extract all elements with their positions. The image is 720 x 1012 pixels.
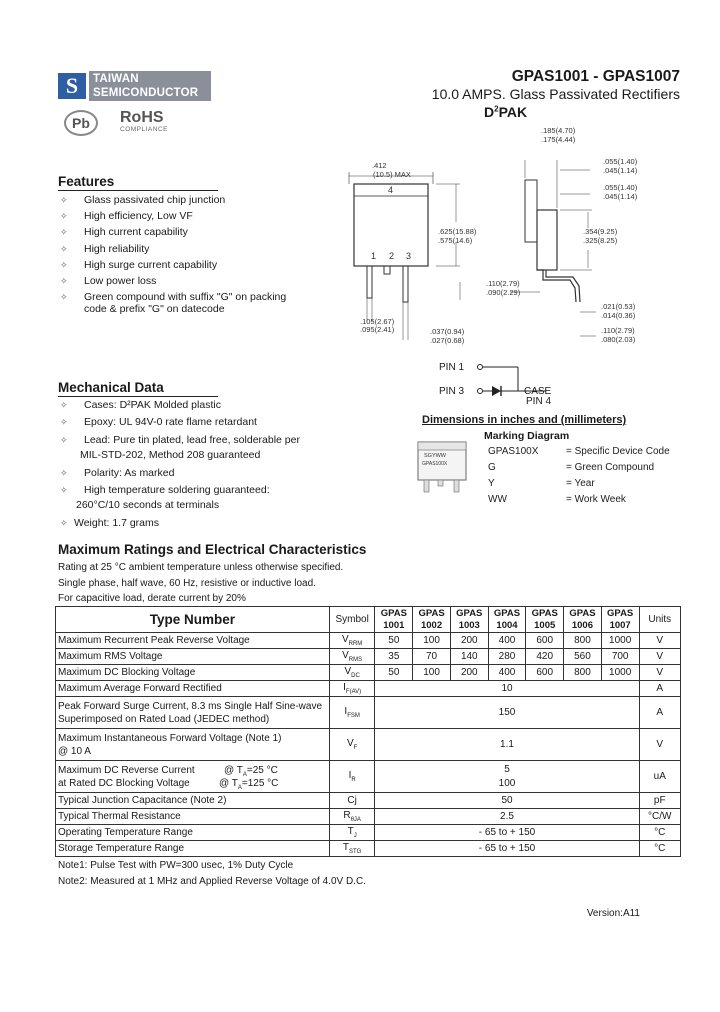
list-item: ✧ Glass passivated chip junction — [58, 192, 358, 208]
rohs-label: RoHS — [120, 109, 164, 126]
value-cell: 400 — [488, 665, 526, 681]
list-item: ✧ High current capability — [58, 224, 358, 240]
value-cell: 420 — [526, 649, 564, 665]
part-prefix: GPAS — [380, 607, 407, 619]
ratings-intro-line: For capacitive load, derate current by 20% — [58, 593, 246, 604]
param-cell: Storage Temperature Range — [56, 841, 330, 857]
symbol-main: R — [343, 810, 351, 821]
marking-desc: = Specific Device Code — [566, 446, 670, 457]
dim-lead-max: .037(0.94) — [430, 327, 465, 336]
table-row — [56, 649, 681, 665]
case-label: CASE — [524, 386, 552, 397]
rohs-compliance-label: COMPLIANCE — [120, 126, 168, 133]
tab-number: 4 — [388, 185, 394, 195]
col-part — [601, 607, 639, 633]
part-prefix: GPAS — [607, 607, 634, 619]
dim-foot-max: .110(2.79) — [486, 279, 520, 288]
symbol-main: V — [342, 650, 349, 661]
note-line: Note1: Pulse Test with PW=300 usec, 1% Duty Cycle — [58, 860, 294, 871]
param-line — [58, 777, 327, 790]
part-number: 1006 — [571, 619, 593, 631]
condition-text — [219, 777, 278, 795]
value-line: 5 — [504, 763, 510, 775]
part-number: 1002 — [420, 619, 443, 631]
value-cell: 280 — [488, 649, 526, 665]
ratings-table — [55, 606, 681, 857]
part-number: 1004 — [496, 619, 518, 631]
symbol-cell — [329, 761, 375, 793]
dim-leadthick-max: .021(0.53) — [601, 302, 636, 311]
package-name — [484, 104, 527, 120]
value-cell: 70 — [413, 649, 451, 665]
cond-sub: A — [242, 771, 247, 778]
param-cell: Maximum RMS Voltage — [56, 649, 330, 665]
value-cell: 1000 — [601, 633, 639, 649]
unit-cell: °C — [639, 825, 680, 841]
unit-cell: V — [639, 665, 680, 681]
marking-code: G — [488, 462, 496, 473]
company-logo: S — [58, 73, 86, 99]
param-line: Peak Forward Surge Current, 8.3 ms Single Half Sine-wave — [58, 700, 323, 712]
dim-leadthick-min: .014(0.36) — [601, 311, 636, 320]
value-cell: 100 — [413, 633, 451, 649]
pin-number-3: 3 — [406, 251, 412, 261]
chip-mark-line1: SGYWW — [424, 453, 446, 459]
notes — [58, 858, 366, 890]
symbol-sub: DC — [351, 673, 360, 679]
page-title: GPAS1001 - GPAS1007 — [511, 68, 680, 85]
value-cell: - 65 to + 150 — [375, 825, 639, 841]
symbol-cell — [329, 729, 375, 761]
marking-desc: = Green Compound — [566, 462, 655, 473]
unit-cell: °C/W — [639, 809, 680, 825]
col-symbol: Symbol — [329, 607, 375, 633]
symbol-cell: Cj — [329, 793, 375, 809]
part-prefix: GPAS — [531, 607, 558, 619]
table-row — [56, 809, 681, 825]
unit-cell: A — [639, 697, 680, 729]
marking-code: WW — [488, 494, 507, 505]
table-row — [56, 761, 681, 793]
part-number: 1001 — [383, 619, 405, 631]
list-item: ✧ Weight: 1.7 grams — [58, 516, 358, 531]
col-part — [413, 607, 451, 633]
dim-height-max: .625(15.88) — [438, 227, 477, 236]
param-cell: Maximum DC Blocking Voltage — [56, 665, 330, 681]
param-cell: Maximum Recurrent Peak Reverse Voltage — [56, 633, 330, 649]
value-cell: 200 — [450, 665, 488, 681]
mechanical-list — [58, 398, 358, 531]
package-suffix: PAK — [498, 104, 528, 120]
list-item: ✧ High reliability — [58, 241, 358, 257]
value-cell: 600 — [526, 633, 564, 649]
value-cell: 10 — [375, 681, 639, 697]
table-row — [56, 681, 681, 697]
symbol-cell — [329, 825, 375, 841]
cond-main: @ T — [224, 764, 243, 776]
unit-cell: pF — [639, 793, 680, 809]
value-cell: 600 — [526, 665, 564, 681]
value-cell: 200 — [450, 633, 488, 649]
list-item-continued: 260°C/10 seconds at terminals — [76, 499, 220, 512]
part-number: 1003 — [458, 619, 480, 631]
dim-width-mm: (10.5) MAX — [373, 170, 411, 179]
part-prefix: GPAS — [569, 607, 596, 619]
table-row — [56, 825, 681, 841]
value-cell: 1.1 — [375, 729, 639, 761]
part-prefix: GPAS — [456, 607, 483, 619]
list-item: ✧ High temperature soldering guaranteed: — [58, 483, 358, 498]
col-part — [488, 607, 526, 633]
col-part — [375, 607, 413, 633]
pin1-label: PIN 1 — [439, 362, 465, 373]
list-item-continued: MIL-STD-202, Method 208 guaranteed — [80, 449, 261, 462]
list-item: ✧ Low power loss — [58, 273, 358, 289]
cond-tail: =125 °C — [241, 777, 279, 789]
mechanical-heading: Mechanical Data — [58, 380, 164, 395]
symbol-sub: J — [353, 833, 357, 839]
features-list — [58, 192, 358, 318]
symbol-main: I — [348, 770, 352, 781]
symbol-sub: RRM — [348, 641, 363, 647]
list-item: ✧ Lead: Pure tin plated, lead free, solderable per — [58, 433, 358, 448]
col-units: Units — [639, 607, 680, 633]
package-prefix: D — [484, 104, 495, 120]
ratings-intro-line: Single phase, half wave, 60 Hz, resistive or inductive load. — [58, 577, 316, 589]
symbol-main: V — [346, 738, 354, 749]
features-underline — [58, 190, 218, 191]
version-label: Version:A11 — [586, 908, 640, 919]
dimensions-caption: Dimensions in inches and (millimeters) — [422, 414, 627, 426]
cond-main: @ T — [219, 777, 238, 789]
list-item-continued: code & prefix "G" on datecode — [84, 303, 225, 316]
part-number: 1005 — [534, 619, 556, 631]
symbol-sub: RMS — [348, 657, 363, 663]
company-name-line2: SEMICONDUCTOR — [93, 87, 199, 99]
param-text: at Rated DC Blocking Voltage — [58, 777, 190, 789]
symbol-cell — [329, 809, 375, 825]
dim-tab-min: .045(1.14) — [603, 166, 638, 175]
mechanical-underline — [58, 396, 218, 397]
table-header-row — [56, 607, 681, 633]
part-prefix: GPAS — [418, 607, 445, 619]
value-cell: 700 — [601, 649, 639, 665]
dim-pitch-max: .105(2.67) — [360, 317, 395, 326]
symbol-sub: F(AV) — [345, 689, 362, 695]
dim-foot-min: .090(2.29) — [486, 288, 521, 297]
note-line: Note2: Measured at 1 MHz and Applied Reverse Voltage of 4.0V D.C. — [58, 876, 366, 887]
unit-cell: °C — [639, 841, 680, 857]
ratings-heading: Maximum Ratings and Electrical Characteristics — [58, 542, 367, 557]
company-name — [89, 71, 211, 101]
marking-chip-drawing — [414, 438, 470, 504]
marking-desc: = Work Week — [566, 494, 626, 505]
value-cell: 560 — [564, 649, 602, 665]
cond-sub: A — [237, 784, 242, 791]
symbol-cell — [329, 665, 375, 681]
page-subtitle: 10.0 AMPS. Glass Passivated Rectifiers — [431, 86, 680, 102]
pin-number-1: 1 — [371, 251, 377, 261]
value-cell: 35 — [375, 649, 413, 665]
dim-tab-max: .055(1.40) — [603, 157, 638, 166]
col-part — [564, 607, 602, 633]
ratings-intro — [58, 560, 343, 607]
value-cell: - 65 to + 150 — [375, 841, 639, 857]
dim-thick-min: .175(4.44) — [541, 135, 576, 144]
symbol-sub: R — [351, 777, 356, 783]
symbol-sub: FSM — [347, 713, 360, 719]
company-name-line1: TAIWAN — [93, 73, 139, 85]
symbol-cell — [329, 681, 375, 697]
param-cell — [56, 761, 330, 793]
list-item: ✧ Epoxy: UL 94V-0 rate flame retardant — [58, 415, 358, 430]
package-sup: 2 — [494, 104, 499, 114]
unit-cell: V — [639, 633, 680, 649]
param-line: Superimposed on Rated Load (JEDEC method) — [58, 713, 270, 725]
features-heading: Features — [58, 174, 115, 189]
ratings-intro-line: Rating at 25 °C ambient temperature unless otherwise specified. — [58, 562, 344, 573]
case-pin4-label: PIN 4 — [526, 396, 552, 407]
param-cell — [56, 729, 330, 761]
param-line: Maximum Instantaneous Forward Voltage (Note 1) — [58, 732, 282, 744]
dim-body-min: .325(8.25) — [583, 236, 618, 245]
unit-cell: V — [639, 649, 680, 665]
symbol-cell — [329, 697, 375, 729]
value-cell: 800 — [564, 633, 602, 649]
table-row — [56, 665, 681, 681]
symbol-cell — [329, 649, 375, 665]
param-cell: Typical Thermal Resistance — [56, 809, 330, 825]
table-row — [56, 729, 681, 761]
pin3-label: PIN 3 — [439, 386, 465, 397]
value-cell: 1000 — [601, 665, 639, 681]
pb-free-badge: Pb — [64, 110, 98, 136]
part-number: 1007 — [609, 619, 631, 631]
value-cell: 50 — [375, 665, 413, 681]
table-row — [56, 633, 681, 649]
list-item: ✧ Cases: D²PAK Molded plastic — [58, 398, 358, 413]
unit-cell: uA — [639, 761, 680, 793]
list-item: ✧ High efficiency, Low VF — [58, 208, 358, 224]
unit-cell: V — [639, 729, 680, 761]
param-text: Maximum DC Reverse Current — [58, 764, 195, 776]
part-prefix: GPAS — [493, 607, 521, 619]
value-cell — [375, 761, 639, 793]
marking-code: GPAS100X — [488, 446, 539, 457]
table-row — [56, 697, 681, 729]
dim-leadlen-min: .080(2.03) — [601, 335, 636, 344]
symbol-main: T — [342, 842, 350, 853]
col-type-number: Type Number — [56, 607, 330, 633]
list-item: ✧ Polarity: As marked — [58, 466, 358, 481]
value-cell: 2.5 — [375, 809, 639, 825]
symbol-cell — [329, 841, 375, 857]
param-line: @ 10 A — [58, 745, 91, 757]
list-item: ✧ High surge current capability — [58, 257, 358, 273]
pin-number-2: 2 — [389, 251, 395, 261]
symbol-sub: θJA — [350, 817, 361, 823]
param-line — [58, 764, 327, 777]
value-cell: 400 — [488, 633, 526, 649]
value-cell: 50 — [375, 793, 639, 809]
dim-tab2-min: .045(1.14) — [603, 192, 638, 201]
symbol-sub: F — [353, 745, 358, 751]
dim-pitch-min: .095(2.41) — [360, 325, 395, 334]
param-cell — [56, 697, 330, 729]
symbol-main: I — [344, 706, 348, 717]
value-cell: 140 — [450, 649, 488, 665]
unit-cell: A — [639, 681, 680, 697]
dim-leadlen-max: .110(2.79) — [601, 326, 635, 335]
param-cell: Typical Junction Capacitance (Note 2) — [56, 793, 330, 809]
value-line: 100 — [498, 777, 516, 789]
symbol-main: T — [347, 826, 354, 837]
symbol-main: I — [343, 682, 346, 693]
dim-tab2-max: .055(1.40) — [603, 183, 638, 192]
symbol-cell — [329, 633, 375, 649]
dim-body-max: .354(9.25) — [583, 227, 618, 236]
table-row — [56, 793, 681, 809]
dim-lead-min: .027(0.68) — [430, 336, 465, 345]
param-cell: Maximum Average Forward Rectified — [56, 681, 330, 697]
chip-mark-line2: GPAS100X — [422, 461, 448, 467]
list-item: ✧ Green compound with suffix "G" on packing — [58, 289, 358, 305]
table-row — [56, 841, 681, 857]
marking-desc: = Year — [566, 478, 595, 489]
symbol-main: V — [341, 634, 349, 645]
col-part — [450, 607, 488, 633]
marking-code: Y — [488, 478, 495, 489]
cond-tail: =25 °C — [246, 764, 278, 776]
symbol-sub: STG — [349, 849, 362, 855]
param-cell: Operating Temperature Range — [56, 825, 330, 841]
value-cell: 50 — [375, 633, 413, 649]
value-cell: 150 — [375, 697, 639, 729]
value-cell: 800 — [564, 665, 602, 681]
symbol-main: V — [344, 666, 352, 677]
dim-thick-max: .185(4.70) — [541, 126, 576, 135]
value-cell: 100 — [413, 665, 451, 681]
marking-heading: Marking Diagram — [484, 430, 570, 442]
col-part — [526, 607, 564, 633]
dim-height-min: .575(14.6) — [438, 236, 473, 245]
dim-width-inch: .412 — [372, 161, 387, 170]
